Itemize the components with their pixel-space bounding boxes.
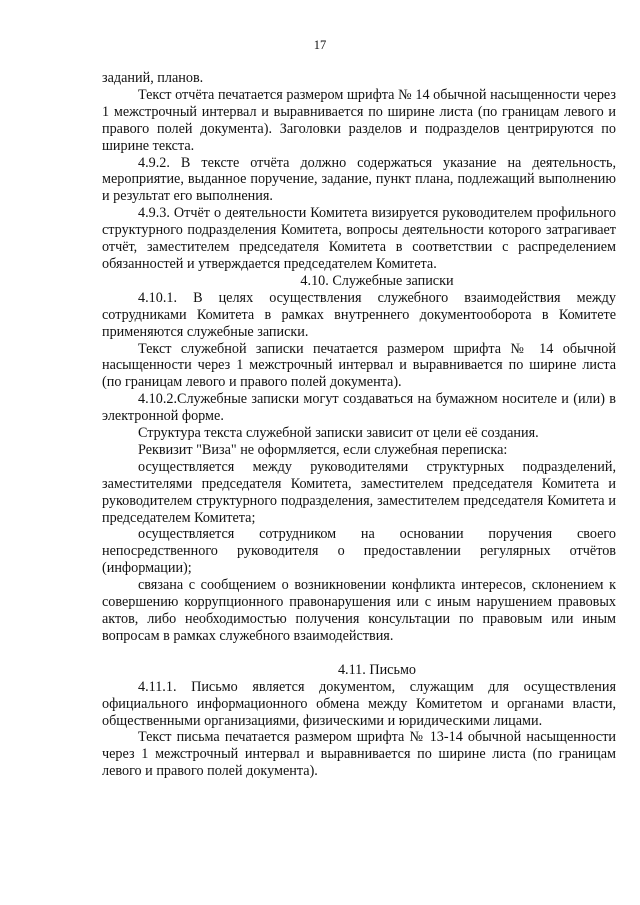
paragraph-by-employee: осуществляется сотрудником на основании поручения своего непосредственного руководителя о предоставлении регулярных отчётов (информации); bbox=[102, 526, 616, 577]
paragraph-visa-requisite: Реквизит "Виза" не оформляется, если служебная переписка: bbox=[138, 441, 508, 458]
paragraph-conflict-of-interest: связана с сообщением о возникновении конфликта интересов, склонением к совершению коррупционного правонарушения или с иным нарушением правовых актов, либо необходимостью получения консультации по правовым или иным вопросам в рамках служебного взаимодействия. bbox=[102, 577, 616, 644]
spacer bbox=[102, 645, 616, 662]
paragraph-letter-format: Текст письма печатается размером шрифта № 13-14 обычной насыщенности через 1 межстрочный интервал и выравнивается по ширине листа (по границам левого и правого полей документа). bbox=[102, 729, 616, 780]
section-heading-4-11: 4.11. Письмо bbox=[337, 661, 417, 678]
paragraph-memo-format: Текст служебной записки печатается размером шрифта № 14 обычной насыщенности через 1 межстрочный интервал и выравнивается по ширине листа (по границам левого и правого полей документа). bbox=[102, 340, 616, 391]
paragraph-4-9-3: 4.9.3. Отчёт о деятельности Комитета визируется руководителем профильного структурного подразделения Комитета, вопросы деятельности которого затрагивает отчёт, заместителем председателя Комитета в соответствии с распределением обязанностей и утверждается председателем Комитета. bbox=[102, 205, 616, 272]
page-number: 17 bbox=[313, 38, 327, 52]
paragraph-4-10-1: 4.10.1. В целях осуществления служебного взаимодействия между сотрудниками Комитета в рамках внутреннего документооборота в Комитете применяются служебные записки. bbox=[102, 289, 616, 340]
paragraph-memo-structure: Структура текста служебной записки зависит от цели её создания. bbox=[138, 425, 539, 442]
document-body bbox=[102, 70, 616, 780]
paragraph-4-11-1: 4.11.1. Письмо является документом, служащим для осуществления официального информационного обмена между Комитетом и органами власти, общественными организациями, физическими и юридическими лицами. bbox=[102, 678, 616, 729]
paragraph-4-9-2: 4.9.2. В тексте отчёта должно содержаться указание на деятельность, мероприятие, выданное поручение, задание, пункт плана, подлежащий выполнению и результат его выполнения. bbox=[102, 154, 616, 205]
paragraph-report-format: Текст отчёта печатается размером шрифта № 14 обычной насыщенности через 1 межстрочный интервал и выравнивается по ширине листа (по границам левого и правого полей документа). Заголовки разделов и подразделов центрируются по ширине текста. bbox=[102, 86, 616, 154]
section-heading-4-10: 4.10. Служебные записки bbox=[300, 272, 454, 289]
paragraph-4-10-2: 4.10.2.Служебные записки могут создаваться на бумажном носителе и (или) в электронной форме. bbox=[102, 391, 616, 425]
paragraph-continuation: заданий, планов. bbox=[102, 70, 204, 86]
paragraph-between-managers: осуществляется между руководителями структурных подразделений, заместителями председателя Комитета, заместителем председателя Комитета и руководителем структурного подразделения, заместителем председателя Комитета и председателем Комитета; bbox=[102, 458, 616, 526]
